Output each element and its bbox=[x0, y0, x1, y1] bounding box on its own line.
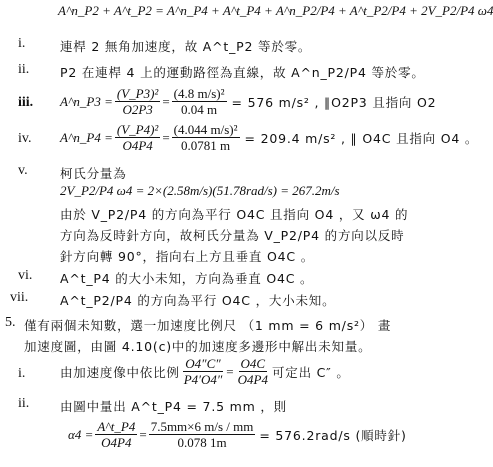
eq-iv-frac2 bbox=[172, 122, 240, 153]
eq-iii-frac2-num: (4.8 m/s)² bbox=[173, 86, 225, 101]
eq-iii-frac1-den: O2P3 bbox=[122, 102, 153, 117]
equation-iv bbox=[60, 122, 478, 153]
step-5-sub-i-frac2-den: O4P4 bbox=[237, 372, 268, 387]
item-marker-vi: vi. bbox=[18, 268, 33, 283]
step-5-sub-i-frac1-num: O4″C″ bbox=[185, 356, 221, 371]
step-5-sub-i-frac2-num: O4C bbox=[240, 356, 266, 371]
item-text-vi: A^t_P4 的大小未知，方向為垂直 O4C 。 bbox=[60, 271, 314, 286]
step-5-sub-i-frac1-den: P4′O4″ bbox=[183, 372, 223, 387]
eq-iii-frac2 bbox=[172, 86, 227, 117]
coriolis-line-1: 由於 V_P2/P4 的方向為平行 O4C 且指向 O4 ，又 ω4 的 bbox=[60, 207, 409, 222]
step-5-marker: 5. bbox=[5, 315, 16, 330]
eq-iii-frac1 bbox=[115, 86, 160, 117]
eq-iii-equals: = bbox=[162, 93, 170, 109]
top-equation: A^n_P2 + A^t_P2 = A^n_P4 + A^t_P4 + A^n_P2/P4 + A^t_P2/P4 + 2V_P2/P4 ω4 bbox=[58, 3, 493, 18]
item-text-vii: A^t_P2/P4 的方向為平行 O4C ，大小未知。 bbox=[60, 293, 336, 308]
step-5-sub-i-post: 可定出 C″ 。 bbox=[271, 364, 350, 380]
step-5-sub-i-frac2 bbox=[236, 356, 270, 387]
eq-iv-equals: = bbox=[162, 129, 170, 145]
coriolis-line-3: 針方向轉 90°，指向右上方且垂直 O4C 。 bbox=[60, 249, 314, 264]
eq-iii-result: = 576 m/s² , ∥O2P3 且指向 O2 bbox=[231, 94, 437, 110]
eq-iv-frac1-num: (V_P4)² bbox=[116, 122, 159, 137]
step-5-line-1: 僅有兩個未知數，選一加速度比例尺 （1 mm = 6 m/s²） 畫 bbox=[24, 318, 392, 333]
coriolis-equation: 2V_P2/P4 ω4 = 2×(2.58m/s)(51.78rad/s) = 267.2m/s bbox=[60, 183, 340, 198]
alpha-result: = 576.2rad/s (順時針) bbox=[259, 427, 407, 443]
alpha-frac2-num: 7.5mm×6 m/s / mm bbox=[150, 419, 254, 434]
step-5-sub-i-marker: i. bbox=[18, 366, 26, 381]
alpha-equation bbox=[68, 419, 407, 450]
step-5-line-2: 加速度圖，由圖 4.10(c)中的加速度多邊形中解出未知量。 bbox=[24, 339, 372, 354]
step-5-sub-i-pre: 由加速度像中依比例 bbox=[60, 364, 180, 380]
item-marker-iv: iv. bbox=[18, 131, 32, 146]
alpha-equals: = bbox=[139, 426, 147, 442]
eq-iii-lhs: A^n_P3 = bbox=[60, 93, 113, 109]
step-5-sub-i-frac1 bbox=[182, 356, 225, 387]
eq-iv-frac1-den: O4P4 bbox=[122, 138, 153, 153]
step-5-sub-i-equals: = bbox=[226, 363, 234, 379]
coriolis-line-2: 方向為反時針方向，故柯氏分量為 V_P2/P4 的方向以反時 bbox=[60, 228, 405, 243]
eq-iv-lhs: A^n_P4 = bbox=[60, 129, 113, 145]
item-marker-i: i. bbox=[18, 36, 26, 51]
item-marker-iii: iii. bbox=[18, 95, 34, 110]
eq-iii-frac1-num: (V_P3)² bbox=[116, 86, 159, 101]
item-marker-v: v. bbox=[18, 163, 28, 178]
step-5-sub-ii-text: 由圖中量出 A^t_P4 = 7.5 mm ，則 bbox=[60, 399, 287, 414]
item-text-ii: P2 在連桿 4 上的運動路徑為直線，故 A^n_P2/P4 等於零。 bbox=[60, 65, 425, 80]
eq-iv-result: = 209.4 m/s² , ∥ O4C 且指向 O4 。 bbox=[244, 130, 479, 146]
eq-iv-frac1 bbox=[115, 122, 160, 153]
alpha-frac1-den: O4P4 bbox=[101, 435, 132, 450]
eq-iv-frac2-den: 0.0781 m bbox=[181, 138, 231, 153]
alpha-frac2 bbox=[149, 419, 256, 450]
eq-iv-frac2-num: (4.044 m/s)² bbox=[173, 122, 238, 137]
step-5-sub-i-line bbox=[60, 356, 350, 387]
eq-iii-frac2-den: 0.04 m bbox=[181, 102, 218, 117]
alpha-frac1 bbox=[95, 419, 137, 450]
alpha-lhs: α4 = bbox=[68, 426, 94, 442]
item-marker-ii: ii. bbox=[18, 62, 30, 77]
item-text-v: 柯氏分量為 bbox=[60, 166, 127, 181]
item-marker-vii: vii. bbox=[10, 290, 29, 305]
alpha-frac2-den: 0.078 1m bbox=[177, 435, 227, 450]
equation-iii bbox=[60, 86, 436, 117]
step-5-sub-ii-marker: ii. bbox=[18, 396, 30, 411]
item-text-i: 連桿 2 無角加速度，故 A^t_P2 等於零。 bbox=[60, 39, 312, 54]
alpha-frac1-num: A^t_P4 bbox=[97, 419, 136, 434]
